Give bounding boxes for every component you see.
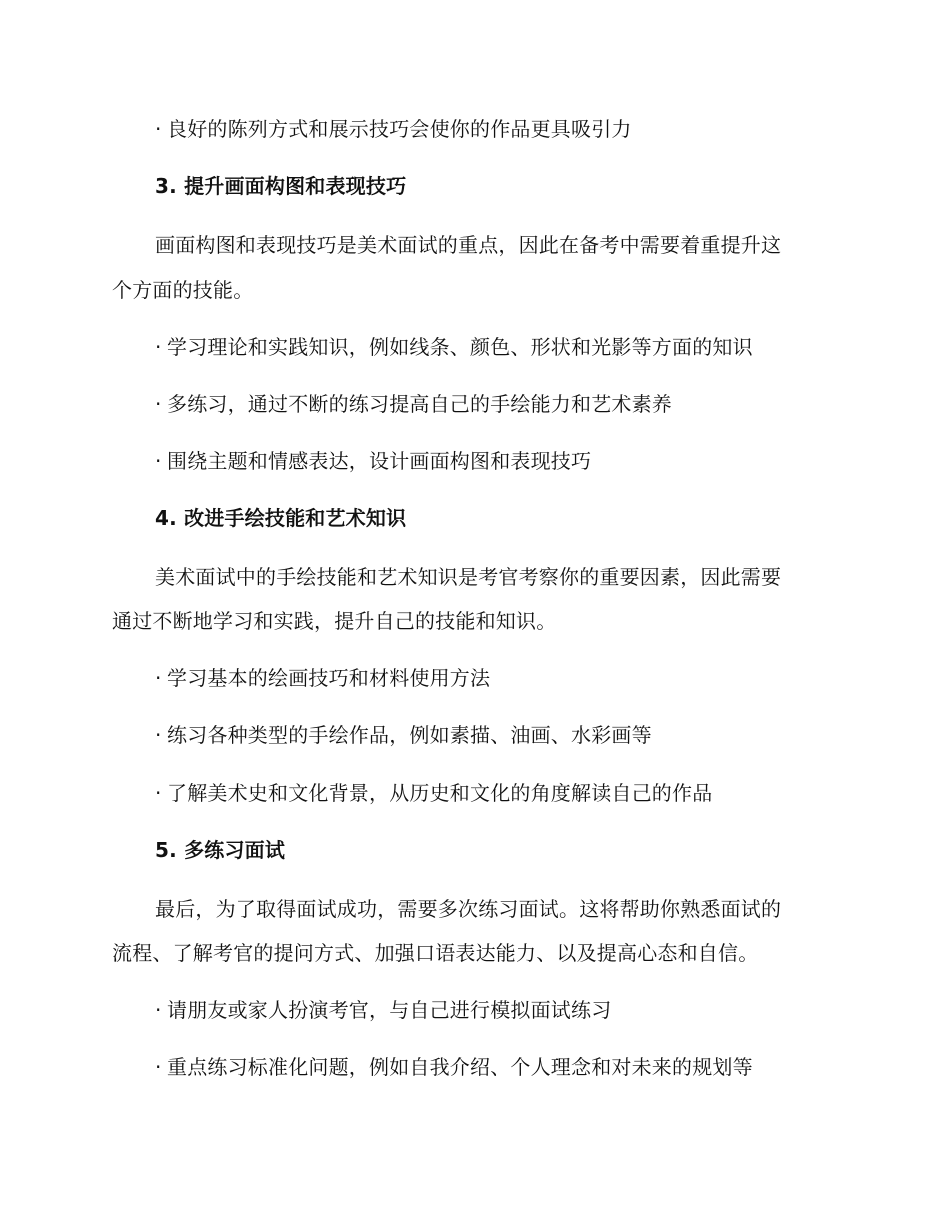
bullet-dot: · xyxy=(155,1055,162,1079)
bullet-text: 学习基本的绘画技巧和材料使用方法 xyxy=(167,666,491,690)
bullet-item xyxy=(155,779,712,807)
paragraph-line: 通过不断地学习和实践，提升自己的技能和知识。 xyxy=(112,609,557,633)
bullet-dot: · xyxy=(155,723,162,747)
paragraph-line: 美术面试中的手绘技能和艺术知识是考官考察你的重要因素，因此需要 xyxy=(155,565,782,589)
bullet-dot: · xyxy=(155,335,162,359)
bullet-item xyxy=(155,721,652,749)
section-heading-5: 5. 多练习面试 xyxy=(155,838,286,862)
bullet-text: 重点练习标准化问题，例如自我介绍、个人理念和对未来的规划等 xyxy=(167,1055,753,1079)
bullet-item xyxy=(155,115,632,143)
bullet-dot: · xyxy=(155,998,162,1022)
bullet-item xyxy=(155,333,753,361)
bullet-item xyxy=(155,447,591,475)
bullet-dot: · xyxy=(155,666,162,690)
bullet-dot: · xyxy=(155,781,162,805)
bullet-text: 学习理论和实践知识，例如线条、颜色、形状和光影等方面的知识 xyxy=(167,335,753,359)
bullet-text: 了解美术史和文化背景，从历史和文化的角度解读自己的作品 xyxy=(167,781,713,805)
bullet-item xyxy=(155,664,490,692)
bullet-text: 良好的陈列方式和展示技巧会使你的作品更具吸引力 xyxy=(167,117,632,141)
bullet-text: 多练习，通过不断的练习提高自己的手绘能力和艺术素养 xyxy=(167,392,672,416)
bullet-text: 请朋友或家人扮演考官，与自己进行模拟面试练习 xyxy=(167,998,612,1022)
paragraph-line: 最后，为了取得面试成功，需要多次练习面试。这将帮助你熟悉面试的 xyxy=(155,897,782,921)
bullet-item xyxy=(155,996,611,1024)
paragraph-line: 流程、了解考官的提问方式、加强口语表达能力、以及提高心态和自信。 xyxy=(112,941,759,965)
paragraph-line: 画面构图和表现技巧是美术面试的重点，因此在备考中需要着重提升这 xyxy=(155,233,782,257)
bullet-item xyxy=(155,1053,753,1081)
bullet-text: 练习各种类型的手绘作品，例如素描、油画、水彩画等 xyxy=(167,723,652,747)
section-heading-3: 3. 提升画面构图和表现技巧 xyxy=(155,174,407,198)
bullet-dot: · xyxy=(155,117,162,141)
section-heading-4: 4. 改进手绘技能和艺术知识 xyxy=(155,506,407,530)
paragraph-line: 个方面的技能。 xyxy=(112,278,254,302)
bullet-dot: · xyxy=(155,392,162,416)
bullet-dot: · xyxy=(155,449,162,473)
bullet-item xyxy=(155,390,672,418)
bullet-text: 围绕主题和情感表达，设计画面构图和表现技巧 xyxy=(167,449,592,473)
